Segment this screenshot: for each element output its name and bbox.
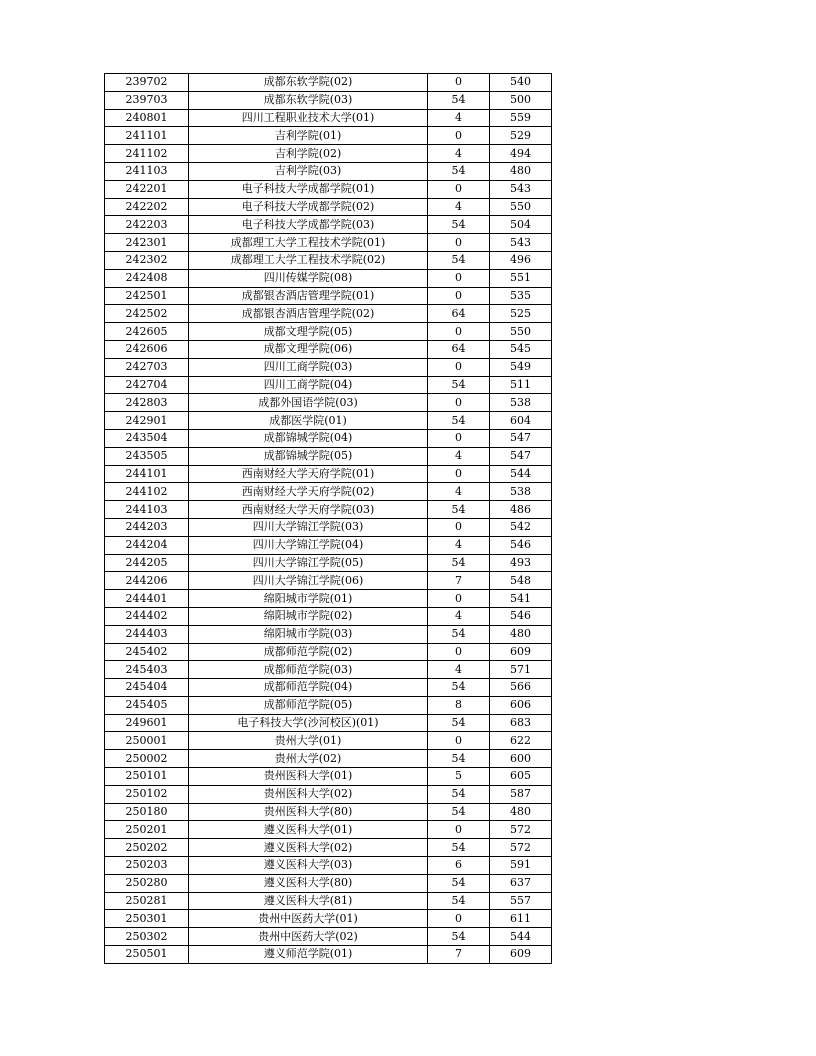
school-name-cell: 吉利学院(03) <box>189 162 428 180</box>
school-name-cell: 四川工商学院(04) <box>189 376 428 394</box>
plan-count-cell: 54 <box>428 91 490 109</box>
school-name-cell: 四川工程职业技术大学(01) <box>189 109 428 127</box>
min-score-cell: 571 <box>490 661 552 679</box>
plan-count-cell: 64 <box>428 340 490 358</box>
min-score-cell: 504 <box>490 216 552 234</box>
min-score-cell: 609 <box>490 946 552 964</box>
plan-count-cell: 4 <box>428 198 490 216</box>
plan-count-cell: 54 <box>428 162 490 180</box>
min-score-cell: 543 <box>490 180 552 198</box>
table-row <box>105 234 552 252</box>
plan-count-cell: 0 <box>428 180 490 198</box>
table-row <box>105 590 552 608</box>
table-row <box>105 447 552 465</box>
program-code-cell: 242606 <box>105 340 189 358</box>
school-name-cell: 绵阳城市学院(02) <box>189 607 428 625</box>
school-name-cell: 四川大学锦江学院(04) <box>189 536 428 554</box>
program-code-cell: 242203 <box>105 216 189 234</box>
min-score-cell: 535 <box>490 287 552 305</box>
program-code-cell: 242901 <box>105 412 189 430</box>
min-score-cell: 609 <box>490 643 552 661</box>
plan-count-cell: 54 <box>428 892 490 910</box>
min-score-cell: 496 <box>490 251 552 269</box>
school-name-cell: 西南财经大学天府学院(01) <box>189 465 428 483</box>
school-name-cell: 贵州大学(01) <box>189 732 428 750</box>
school-name-cell: 成都东软学院(02) <box>189 74 428 92</box>
table-row <box>105 109 552 127</box>
program-code-cell: 242605 <box>105 323 189 341</box>
program-code-cell: 250202 <box>105 839 189 857</box>
table-row <box>105 216 552 234</box>
min-score-cell: 542 <box>490 518 552 536</box>
table-row <box>105 928 552 946</box>
program-code-cell: 243505 <box>105 447 189 465</box>
program-code-cell: 250281 <box>105 892 189 910</box>
program-code-cell: 249601 <box>105 714 189 732</box>
school-name-cell: 贵州中医药大学(01) <box>189 910 428 928</box>
min-score-cell: 572 <box>490 839 552 857</box>
plan-count-cell: 54 <box>428 412 490 430</box>
table-row <box>105 269 552 287</box>
min-score-cell: 611 <box>490 910 552 928</box>
school-name-cell: 四川工商学院(03) <box>189 358 428 376</box>
table-row <box>105 732 552 750</box>
plan-count-cell: 0 <box>428 643 490 661</box>
plan-count-cell: 54 <box>428 714 490 732</box>
plan-count-cell: 0 <box>428 323 490 341</box>
school-name-cell: 绵阳城市学院(03) <box>189 625 428 643</box>
plan-count-cell: 54 <box>428 785 490 803</box>
table-row <box>105 162 552 180</box>
table-row <box>105 910 552 928</box>
program-code-cell: 242201 <box>105 180 189 198</box>
plan-count-cell: 4 <box>428 109 490 127</box>
plan-count-cell: 0 <box>428 821 490 839</box>
program-code-cell: 244102 <box>105 483 189 501</box>
school-name-cell: 遵义医科大学(03) <box>189 857 428 875</box>
table-row <box>105 768 552 786</box>
table-row <box>105 821 552 839</box>
min-score-cell: 545 <box>490 340 552 358</box>
table-row <box>105 803 552 821</box>
min-score-cell: 546 <box>490 536 552 554</box>
min-score-cell: 486 <box>490 501 552 519</box>
program-code-cell: 242202 <box>105 198 189 216</box>
plan-count-cell: 54 <box>428 874 490 892</box>
table-row <box>105 127 552 145</box>
table-row <box>105 501 552 519</box>
min-score-cell: 493 <box>490 554 552 572</box>
program-code-cell: 242703 <box>105 358 189 376</box>
program-code-cell: 250203 <box>105 857 189 875</box>
plan-count-cell: 0 <box>428 74 490 92</box>
plan-count-cell: 54 <box>428 554 490 572</box>
table-body <box>105 74 552 964</box>
plan-count-cell: 0 <box>428 518 490 536</box>
min-score-cell: 547 <box>490 447 552 465</box>
program-code-cell: 242302 <box>105 251 189 269</box>
min-score-cell: 550 <box>490 198 552 216</box>
min-score-cell: 591 <box>490 857 552 875</box>
table-row <box>105 536 552 554</box>
plan-count-cell: 54 <box>428 376 490 394</box>
table-row <box>105 465 552 483</box>
table-row <box>105 874 552 892</box>
school-name-cell: 成都锦城学院(05) <box>189 447 428 465</box>
program-code-cell: 250002 <box>105 750 189 768</box>
min-score-cell: 551 <box>490 269 552 287</box>
plan-count-cell: 0 <box>428 127 490 145</box>
table-row <box>105 358 552 376</box>
school-name-cell: 遵义医科大学(02) <box>189 839 428 857</box>
min-score-cell: 572 <box>490 821 552 839</box>
school-name-cell: 成都文理学院(06) <box>189 340 428 358</box>
program-code-cell: 250102 <box>105 785 189 803</box>
school-name-cell: 四川大学锦江学院(03) <box>189 518 428 536</box>
program-code-cell: 241101 <box>105 127 189 145</box>
table-row <box>105 572 552 590</box>
plan-count-cell: 7 <box>428 946 490 964</box>
plan-count-cell: 0 <box>428 394 490 412</box>
table-row <box>105 857 552 875</box>
school-name-cell: 四川大学锦江学院(06) <box>189 572 428 590</box>
school-name-cell: 贵州医科大学(01) <box>189 768 428 786</box>
min-score-cell: 511 <box>490 376 552 394</box>
table-row <box>105 429 552 447</box>
program-code-cell: 250180 <box>105 803 189 821</box>
program-code-cell: 244401 <box>105 590 189 608</box>
plan-count-cell: 5 <box>428 768 490 786</box>
min-score-cell: 547 <box>490 429 552 447</box>
table-row <box>105 180 552 198</box>
program-code-cell: 244203 <box>105 518 189 536</box>
table-row <box>105 554 552 572</box>
program-code-cell: 245403 <box>105 661 189 679</box>
program-code-cell: 242704 <box>105 376 189 394</box>
program-code-cell: 244403 <box>105 625 189 643</box>
min-score-cell: 550 <box>490 323 552 341</box>
table-row <box>105 696 552 714</box>
table-row <box>105 750 552 768</box>
program-code-cell: 245405 <box>105 696 189 714</box>
table-row <box>105 251 552 269</box>
table-row <box>105 376 552 394</box>
school-name-cell: 贵州医科大学(02) <box>189 785 428 803</box>
school-name-cell: 四川大学锦江学院(05) <box>189 554 428 572</box>
table-row <box>105 607 552 625</box>
school-name-cell: 吉利学院(01) <box>189 127 428 145</box>
school-name-cell: 绵阳城市学院(01) <box>189 590 428 608</box>
program-code-cell: 250301 <box>105 910 189 928</box>
min-score-cell: 587 <box>490 785 552 803</box>
program-code-cell: 244101 <box>105 465 189 483</box>
table-row <box>105 412 552 430</box>
min-score-cell: 544 <box>490 465 552 483</box>
table-row <box>105 198 552 216</box>
min-score-cell: 606 <box>490 696 552 714</box>
program-code-cell: 250501 <box>105 946 189 964</box>
min-score-cell: 566 <box>490 679 552 697</box>
admission-score-table <box>104 73 552 964</box>
table-row <box>105 394 552 412</box>
min-score-cell: 559 <box>490 109 552 127</box>
program-code-cell: 240801 <box>105 109 189 127</box>
min-score-cell: 480 <box>490 625 552 643</box>
table-row <box>105 340 552 358</box>
plan-count-cell: 0 <box>428 358 490 376</box>
program-code-cell: 239702 <box>105 74 189 92</box>
school-name-cell: 成都理工大学工程技术学院(02) <box>189 251 428 269</box>
min-score-cell: 529 <box>490 127 552 145</box>
program-code-cell: 242502 <box>105 305 189 323</box>
min-score-cell: 494 <box>490 145 552 163</box>
school-name-cell: 成都师范学院(03) <box>189 661 428 679</box>
school-name-cell: 电子科技大学成都学院(01) <box>189 180 428 198</box>
plan-count-cell: 0 <box>428 269 490 287</box>
school-name-cell: 电子科技大学成都学院(02) <box>189 198 428 216</box>
min-score-cell: 557 <box>490 892 552 910</box>
program-code-cell: 250201 <box>105 821 189 839</box>
school-name-cell: 吉利学院(02) <box>189 145 428 163</box>
program-code-cell: 244103 <box>105 501 189 519</box>
table-row <box>105 305 552 323</box>
table-row <box>105 625 552 643</box>
table-row <box>105 643 552 661</box>
min-score-cell: 500 <box>490 91 552 109</box>
plan-count-cell: 7 <box>428 572 490 590</box>
table-row <box>105 714 552 732</box>
school-name-cell: 贵州中医药大学(02) <box>189 928 428 946</box>
program-code-cell: 241103 <box>105 162 189 180</box>
program-code-cell: 243504 <box>105 429 189 447</box>
min-score-cell: 540 <box>490 74 552 92</box>
plan-count-cell: 0 <box>428 465 490 483</box>
school-name-cell: 西南财经大学天府学院(02) <box>189 483 428 501</box>
min-score-cell: 683 <box>490 714 552 732</box>
min-score-cell: 538 <box>490 394 552 412</box>
school-name-cell: 贵州大学(02) <box>189 750 428 768</box>
school-name-cell: 贵州医科大学(80) <box>189 803 428 821</box>
table-row <box>105 946 552 964</box>
plan-count-cell: 54 <box>428 251 490 269</box>
program-code-cell: 242803 <box>105 394 189 412</box>
school-name-cell: 遵义医科大学(80) <box>189 874 428 892</box>
school-name-cell: 成都银杏酒店管理学院(02) <box>189 305 428 323</box>
plan-count-cell: 4 <box>428 447 490 465</box>
plan-count-cell: 4 <box>428 661 490 679</box>
min-score-cell: 543 <box>490 234 552 252</box>
school-name-cell: 成都师范学院(02) <box>189 643 428 661</box>
min-score-cell: 525 <box>490 305 552 323</box>
plan-count-cell: 4 <box>428 145 490 163</box>
program-code-cell: 241102 <box>105 145 189 163</box>
min-score-cell: 605 <box>490 768 552 786</box>
plan-count-cell: 0 <box>428 287 490 305</box>
plan-count-cell: 54 <box>428 216 490 234</box>
school-name-cell: 成都东软学院(03) <box>189 91 428 109</box>
plan-count-cell: 6 <box>428 857 490 875</box>
plan-count-cell: 54 <box>428 501 490 519</box>
program-code-cell: 239703 <box>105 91 189 109</box>
plan-count-cell: 54 <box>428 679 490 697</box>
table-row <box>105 287 552 305</box>
program-code-cell: 244206 <box>105 572 189 590</box>
table-row <box>105 518 552 536</box>
table-row <box>105 839 552 857</box>
plan-count-cell: 0 <box>428 590 490 608</box>
min-score-cell: 637 <box>490 874 552 892</box>
school-name-cell: 成都医学院(01) <box>189 412 428 430</box>
program-code-cell: 250302 <box>105 928 189 946</box>
min-score-cell: 544 <box>490 928 552 946</box>
program-code-cell: 242301 <box>105 234 189 252</box>
plan-count-cell: 0 <box>428 910 490 928</box>
plan-count-cell: 4 <box>428 607 490 625</box>
school-name-cell: 电子科技大学(沙河校区)(01) <box>189 714 428 732</box>
min-score-cell: 622 <box>490 732 552 750</box>
program-code-cell: 244402 <box>105 607 189 625</box>
program-code-cell: 242501 <box>105 287 189 305</box>
min-score-cell: 548 <box>490 572 552 590</box>
plan-count-cell: 54 <box>428 839 490 857</box>
program-code-cell: 250001 <box>105 732 189 750</box>
table-row <box>105 74 552 92</box>
school-name-cell: 西南财经大学天府学院(03) <box>189 501 428 519</box>
table-row <box>105 145 552 163</box>
min-score-cell: 538 <box>490 483 552 501</box>
program-code-cell: 250280 <box>105 874 189 892</box>
plan-count-cell: 54 <box>428 928 490 946</box>
min-score-cell: 546 <box>490 607 552 625</box>
school-name-cell: 四川传媒学院(08) <box>189 269 428 287</box>
plan-count-cell: 54 <box>428 625 490 643</box>
school-name-cell: 成都师范学院(05) <box>189 696 428 714</box>
table-row <box>105 323 552 341</box>
plan-count-cell: 0 <box>428 234 490 252</box>
table-row <box>105 892 552 910</box>
plan-count-cell: 0 <box>428 732 490 750</box>
school-name-cell: 成都锦城学院(04) <box>189 429 428 447</box>
table-row <box>105 785 552 803</box>
plan-count-cell: 64 <box>428 305 490 323</box>
program-code-cell: 244204 <box>105 536 189 554</box>
program-code-cell: 245402 <box>105 643 189 661</box>
school-name-cell: 电子科技大学成都学院(03) <box>189 216 428 234</box>
school-name-cell: 成都师范学院(04) <box>189 679 428 697</box>
min-score-cell: 600 <box>490 750 552 768</box>
school-name-cell: 成都文理学院(05) <box>189 323 428 341</box>
plan-count-cell: 54 <box>428 750 490 768</box>
program-code-cell: 250101 <box>105 768 189 786</box>
school-name-cell: 成都理工大学工程技术学院(01) <box>189 234 428 252</box>
min-score-cell: 541 <box>490 590 552 608</box>
table-row <box>105 679 552 697</box>
school-name-cell: 成都外国语学院(03) <box>189 394 428 412</box>
program-code-cell: 242408 <box>105 269 189 287</box>
table-row <box>105 661 552 679</box>
plan-count-cell: 0 <box>428 429 490 447</box>
program-code-cell: 245404 <box>105 679 189 697</box>
plan-count-cell: 54 <box>428 803 490 821</box>
school-name-cell: 遵义医科大学(01) <box>189 821 428 839</box>
min-score-cell: 549 <box>490 358 552 376</box>
school-name-cell: 遵义医科大学(81) <box>189 892 428 910</box>
min-score-cell: 480 <box>490 162 552 180</box>
school-name-cell: 遵义师范学院(01) <box>189 946 428 964</box>
plan-count-cell: 8 <box>428 696 490 714</box>
min-score-cell: 480 <box>490 803 552 821</box>
min-score-cell: 604 <box>490 412 552 430</box>
table-row <box>105 483 552 501</box>
school-name-cell: 成都银杏酒店管理学院(01) <box>189 287 428 305</box>
program-code-cell: 244205 <box>105 554 189 572</box>
plan-count-cell: 4 <box>428 536 490 554</box>
table-row <box>105 91 552 109</box>
plan-count-cell: 4 <box>428 483 490 501</box>
